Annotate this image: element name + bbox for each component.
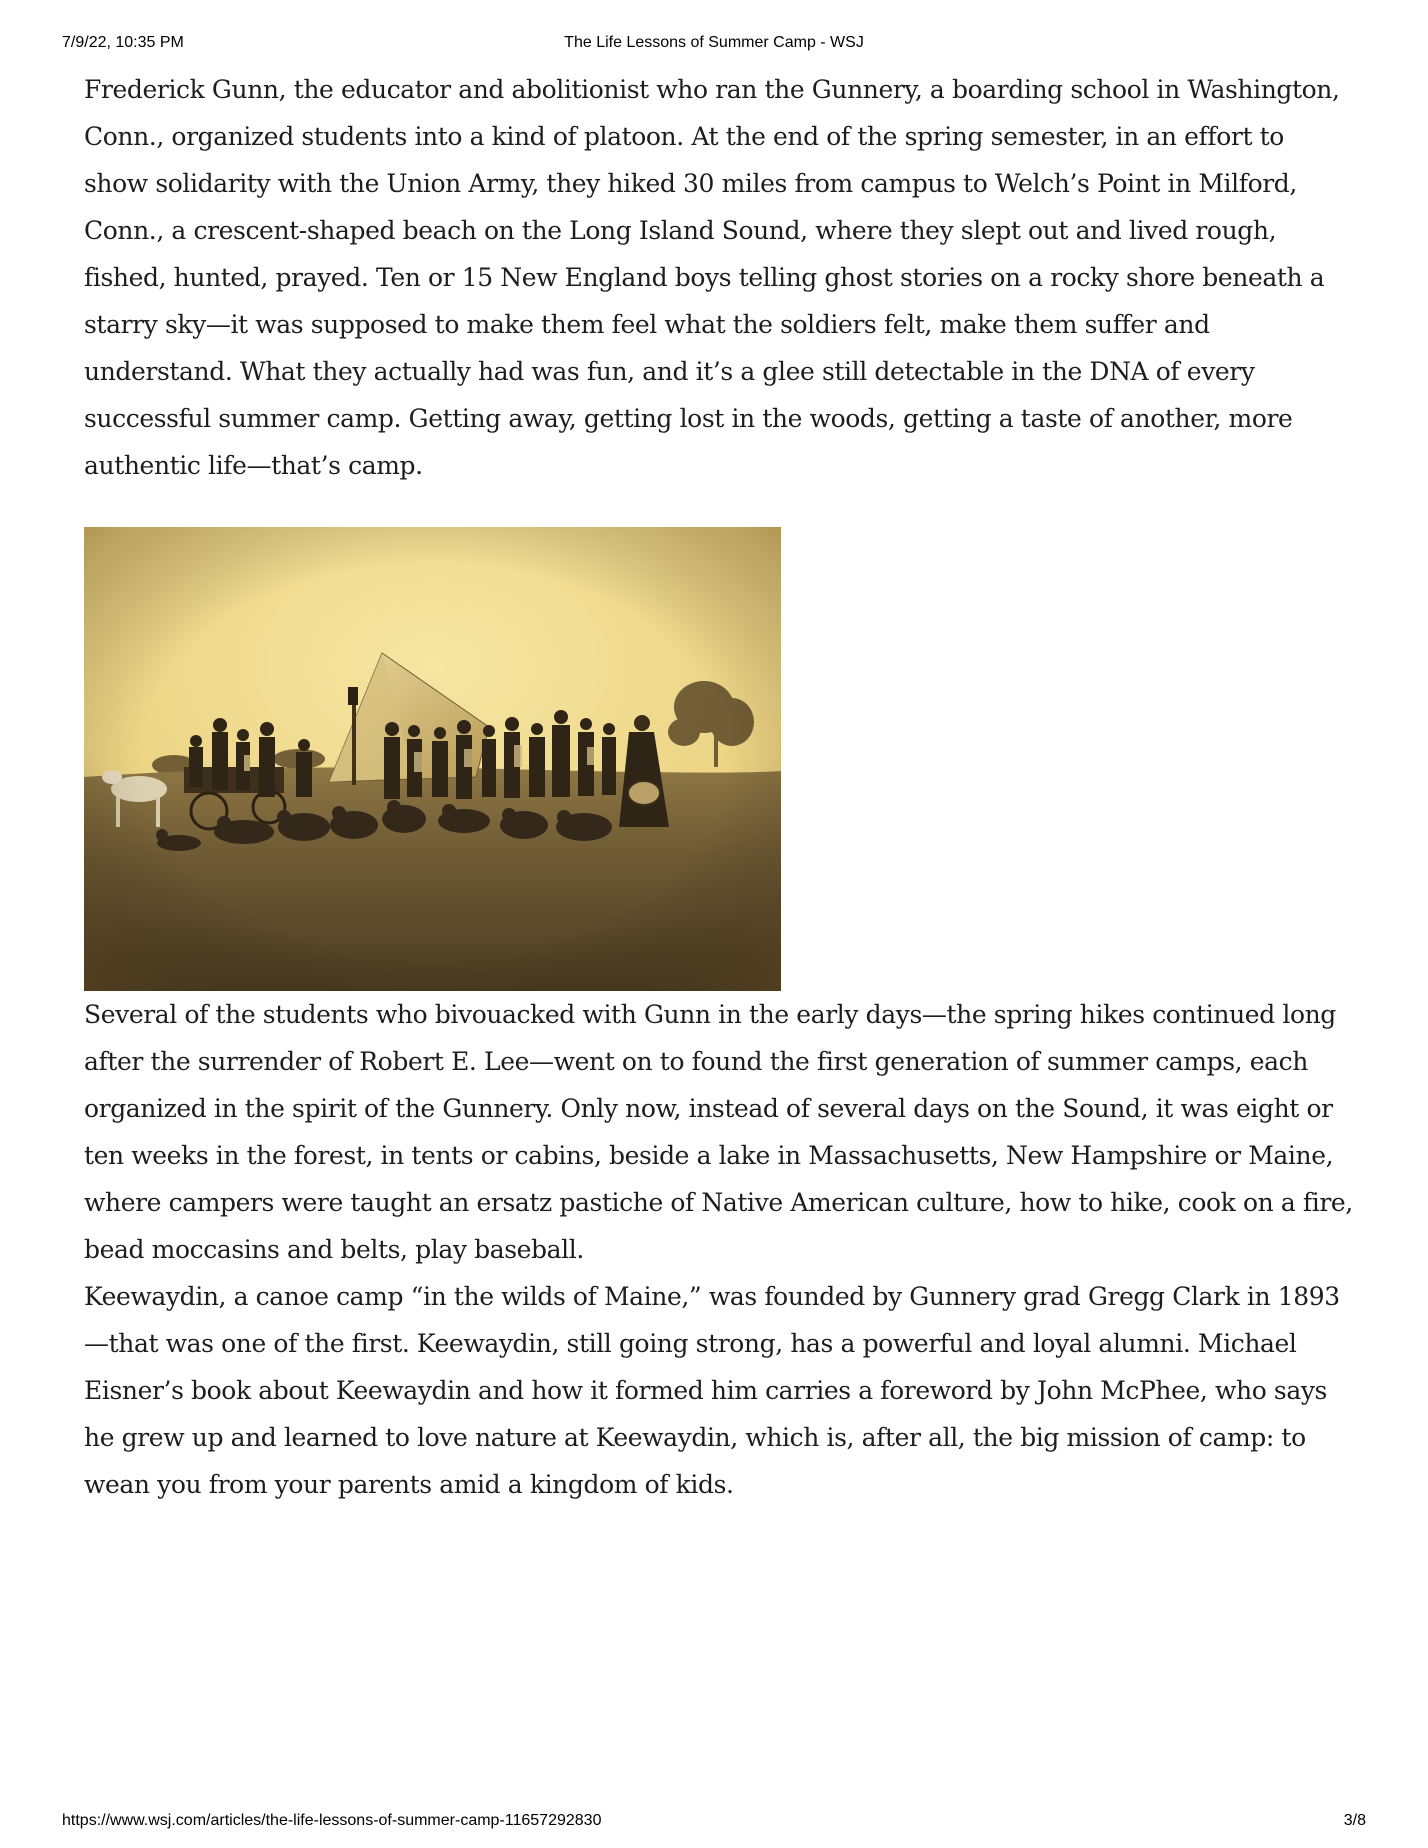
camp-photo-illustration — [84, 527, 781, 991]
print-datetime: 7/9/22, 10:35 PM — [62, 34, 184, 51]
article-body — [84, 66, 1354, 1508]
page-number: 3/8 — [1343, 1812, 1366, 1829]
article-url: https://www.wsj.com/articles/the-life-lessons-of-summer-camp-11657292830 — [62, 1812, 602, 1829]
article-paragraph: Frederick Gunn, the educator and abolitionist who ran the Gunnery, a boarding school in Washington, Conn., organized students into a kind of platoon. At the end of the spring semester, in an effort to show solidarity with the Union Army, they hiked 30 miles from campus to Welch’s Point in Milford, Conn., a crescent-shaped beach on the Long Island Sound, where they slept out and lived rough, fished, hunted, prayed. Ten or 15 New England boys telling ghost stories on a rocky shore beneath a starry sky—it was supposed to make them feel what the soldiers felt, make them suffer and understand. What they actually had was fun, and it’s a glee still detectable in the DNA of every successful summer camp. Getting away, getting lost in the woods, getting a taste of another, more authentic life—that’s camp. — [84, 75, 1340, 480]
print-header — [62, 34, 1366, 58]
article-paragraph: Several of the students who bivouacked with Gunn in the early days—the spring hikes continued long after the surrender of Robert E. Lee—went on to found the first generation of summer camps, each organized in the spirit of the Gunnery. Only now, instead of several days on the Sound, it was eight or ten weeks in the forest, in tents or cabins, beside a lake in Massachusetts, New Hampshire or Maine, where campers were taught an ersatz pastiche of Native American culture, how to hike, cook on a fire, bead moccasins and belts, play baseball. — [84, 1000, 1353, 1264]
historical-camp-photo — [84, 527, 781, 991]
article-paragraph: Keewaydin, a canoe camp “in the wilds of Maine,” was founded by Gunnery grad Gregg Clark in 1893—that was one of the first. Keewaydin, still going strong, has a powerful and loyal alumni. Michael Eisner’s book about Keewaydin and how it formed him carries a foreword by John McPhee, who says he grew up and learned to love nature at Keewaydin, which is, after all, the big mission of camp: to wean you from your parents amid a kingdom of kids. — [84, 1282, 1340, 1499]
print-page-title: The Life Lessons of Summer Camp - WSJ — [564, 34, 864, 51]
